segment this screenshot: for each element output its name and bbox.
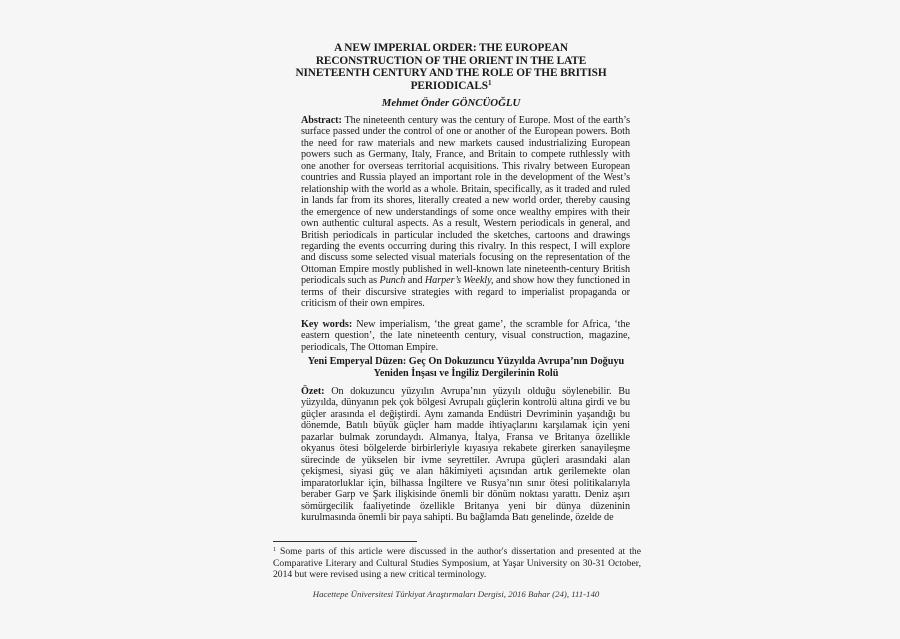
abstract-italic-harpers: Harper’s Weekly, xyxy=(424,275,494,287)
title-line-2: RECONSTRUCTION OF THE ORIENT IN THE LATE xyxy=(315,54,587,67)
footnote-divider xyxy=(273,541,417,542)
keywords-paragraph xyxy=(301,319,630,353)
journal-citation-footer: Hacettepe Üniversitesi Türkiyat Araştırmaları Dergisi, 2016 Bahar (24), 111-140 xyxy=(312,589,600,599)
ozet-label: Özet: xyxy=(301,386,325,397)
abstract-and: and xyxy=(405,275,425,287)
footnote-marker: 1 xyxy=(273,547,276,553)
keywords-text: New imperialism, ‘the great game’, the scramble for Africa, ‘the eastern question’, the late nineteenth century, visual construction, magazine, periodicals, The Ottoman Empire. xyxy=(301,319,630,353)
abstract-label: Abstract: xyxy=(301,115,342,126)
footnote-text: Some parts of this article were discussed in the author's dissertation and presented at the Comparative Literary and Cultural Studies Symposium, at Yaşar University on 30-31 October, 2014 but were revised using a new critical terminology. xyxy=(273,546,641,581)
footnote xyxy=(273,546,641,581)
article-title xyxy=(270,42,632,92)
title-footnote-marker[interactable]: 1 xyxy=(487,78,492,87)
turkish-title-line-1: Yeni Emperyal Düzen: Geç On Dokuzuncu Yüzyılda Avrupa’nın Doğuyu xyxy=(307,356,625,367)
title-line-4: PERIODICALS xyxy=(410,79,488,92)
abstract-text-1: The nineteenth century was the century of Europe. Most of the earth’s surface passed under the control of one or another of the European powers. Both the need for raw materials and new markets caused industrializing European powers such as Germany, Italy, France, and Britain to compete ruthlessly with one another for overseas territorial acquisitions. This rivalry between European countries and Russia played an important role in the development of the West’s relationship with the world as a whole. Britain, specifically, as it traded and ruled in lands far from its shores, literally created a new world order, thereby causing the emergence of new understandings of some once wealthy empires with their own authentic cultural aspects. As a result, Western periodicals in general, and British periodicals in particular included the sketches, cartoons and drawings regarding the events occurring during this rivalry. In this respect, I will explore and discuss some selected visual materials focusing on the representation of the Ottoman Empire mostly published in well-known late nineteenth-century British periodicals such as xyxy=(301,115,630,287)
abstract-text-2: and show how they functioned in terms of their discursive strategies with regard to imperialist propaganda or criticism of their own empires. xyxy=(301,275,630,310)
title-line-3: NINETEENTH CENTURY AND THE ROLE OF THE BRITISH xyxy=(295,67,607,80)
title-line-1: A NEW IMPERIAL ORDER: THE EUROPEAN xyxy=(334,42,568,54)
ozet-paragraph xyxy=(301,386,630,523)
keywords-label: Key words: xyxy=(301,319,353,330)
turkish-title xyxy=(296,356,636,380)
ozet-text: On dokuzuncu yüzyılın Avrupa’nın yüzyılı olduğu söylenebilir. Bu yüzyılda, dünyanın pek çok bölgesi Avrupalı güçlerin kontrolü altına girdi ve bu güçler arasında el değiştirdi. Aynı zamanda Endüstri Devriminin yaşandığı bu dönemde, Batılı büyük güçler ham madde ihtiyaçlarını karşılamak için yeni pazarlar bulmak zorundaydı. Almanya, İtalya, Fransa ve Britanya özellikle okyanus ötesi bölgelerde birbirleriyle kıyasıya rekabete girerken sanayileşme sürecinde de yükselen bir ivme seyrettiler. Avrupa güçleri arasındaki alan çekişmesi, siyasi güç ve alan hâkimiyeti açısından artık gerilemekte olan imparatorluklar için, bilhassa İngiltere ve Rusya’nın sınır ötesi politikalarıyla beraber Garp ve Şark ilişkisinde önemli bir dönüm noktası yarattı. Deniz aşırı sömürgecilik faaliyetinde özellikle Britanya yeni bir dünya düzeninin kurulmasında önemli bir paya sahipti. Bu bağlamda Batı genelinde, özelde de xyxy=(301,386,630,523)
turkish-title-line-2: Yeniden İnşası ve İngiliz Dergilerinin Rolü xyxy=(373,367,559,379)
abstract-paragraph xyxy=(301,115,630,310)
author-name: Mehmet Önder GÖNCÜOĞLU xyxy=(381,97,521,109)
abstract-italic-punch: Punch xyxy=(379,275,406,287)
